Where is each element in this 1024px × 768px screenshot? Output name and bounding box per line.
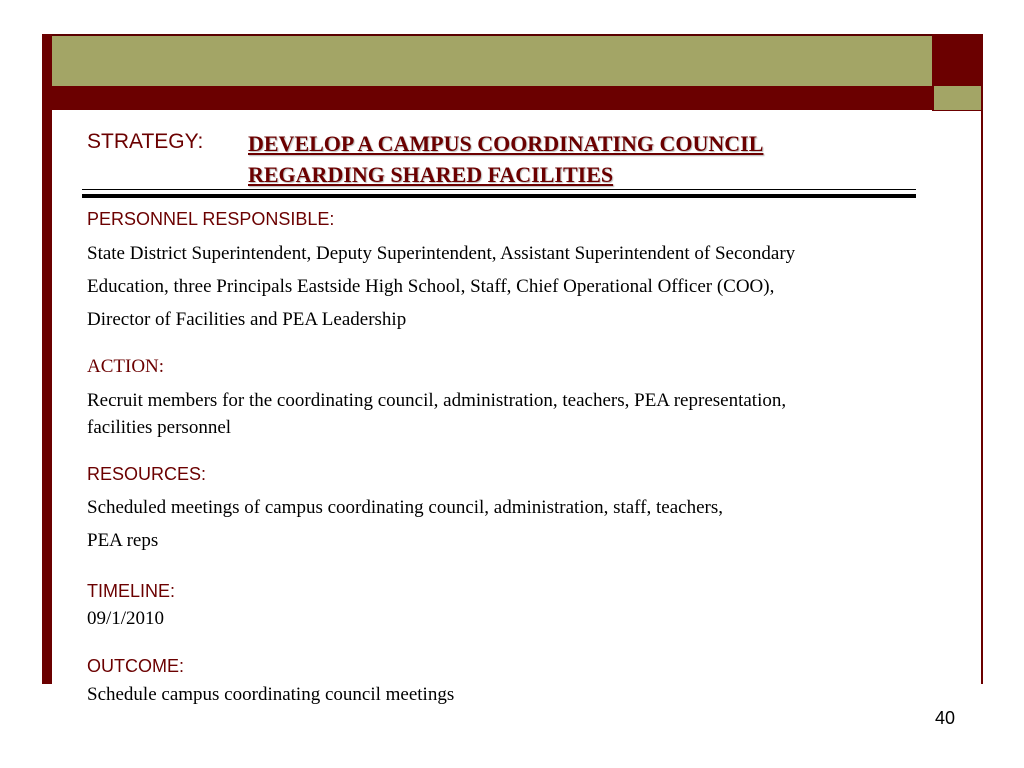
resources-line-2: PEA reps xyxy=(87,530,159,551)
left-accent-bar xyxy=(42,34,52,684)
outcome-heading: OUTCOME: xyxy=(87,656,184,676)
resources-heading: RESOURCES: xyxy=(87,464,207,484)
strategy-label: STRATEGY: xyxy=(87,130,204,153)
action-heading: ACTION: xyxy=(87,356,165,377)
action-line-2: facilities personnel xyxy=(87,417,232,438)
title-divider-thick xyxy=(82,194,916,198)
outcome-value: Schedule campus coordinating council meetings xyxy=(87,684,455,705)
personnel-line-3: Director of Facilities and PEA Leadership xyxy=(87,309,407,330)
timeline-value: 09/1/2010 xyxy=(87,608,165,629)
corner-square-maroon xyxy=(932,34,983,85)
strategy-line-2: REGARDING SHARED FACILITIES xyxy=(248,162,614,187)
title-divider-thin xyxy=(82,189,916,190)
personnel-line-1: State District Superintendent, Deputy Superintendent, Assistant Superintendent of Secondary xyxy=(87,243,796,264)
strategy-text xyxy=(248,128,888,190)
right-border-line xyxy=(981,110,983,684)
corner-square-olive xyxy=(934,86,981,110)
timeline-heading: TIMELINE: xyxy=(87,581,176,601)
strategy-line-1: DEVELOP A CAMPUS COORDINATING COUNCIL xyxy=(248,131,764,156)
header-maroon-band xyxy=(42,86,932,110)
header-olive-band xyxy=(42,34,932,86)
page-number: 40 xyxy=(935,708,956,728)
resources-line-1: Scheduled meetings of campus coordinating council, administration, staff, teachers, xyxy=(87,497,723,518)
action-line-1: Recruit members for the coordinating council, administration, teachers, PEA representation, xyxy=(87,390,787,411)
personnel-line-2: Education, three Principals Eastside High School, Staff, Chief Operational Officer (COO), xyxy=(87,276,775,297)
personnel-heading: PERSONNEL RESPONSIBLE: xyxy=(87,209,335,229)
